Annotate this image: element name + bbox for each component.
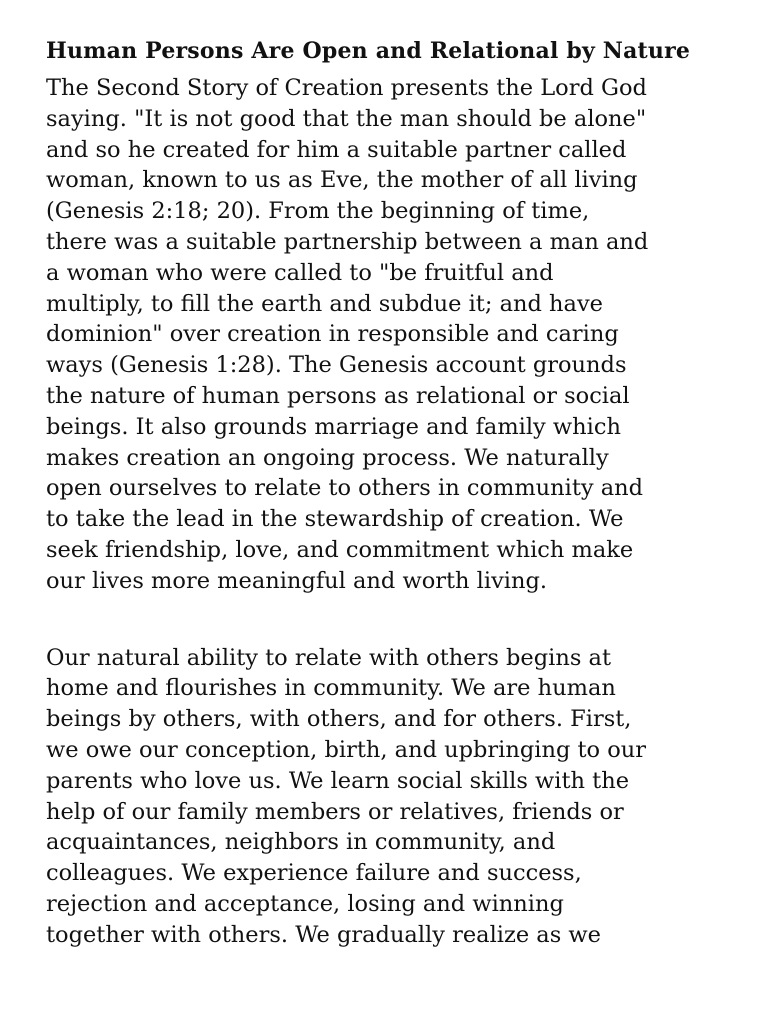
paragraph-creation-story: The Second Story of Creation presents the Lord God saying. "It is not good that the man should be alone" and so he created for him a suitable partner called woman, known to us as Eve, the mother of all living (Genesis 2:18; 20). From the beginning of time, there was a suitable partnership between a man and a woman who were called to "be fruitful and multiply, to fill the earth and subdue it; and have dominion" over creation in responsible and caring ways (Genesis 1:28). The Genesis account grounds the nature of human persons as relational or social beings. It also grounds marriage and family which makes creation an ongoing process. We naturally open ourselves to relate to others in community and to take the lead in the stewardship of creation. We seek friendship, love, and commitment which make our lives more meaningful and worth living. (46, 75, 649, 594)
paragraph-relating-with-others: Our natural ability to relate with others begins at home and flourishes in community. We are human beings by others, with others, and for others. First, we owe our conception, birth, and upbringing to our parents who love us. We learn social skills with the help of our family members or relatives, friends or acquaintances, neighbors in community, and colleagues. We experience failure and success, rejection and acceptance, losing and winning together with others. We gradually realize as we (46, 644, 647, 948)
section-heading: Human Persons Are Open and Relational by Nature (46, 38, 691, 64)
document-page (46, 36, 736, 951)
